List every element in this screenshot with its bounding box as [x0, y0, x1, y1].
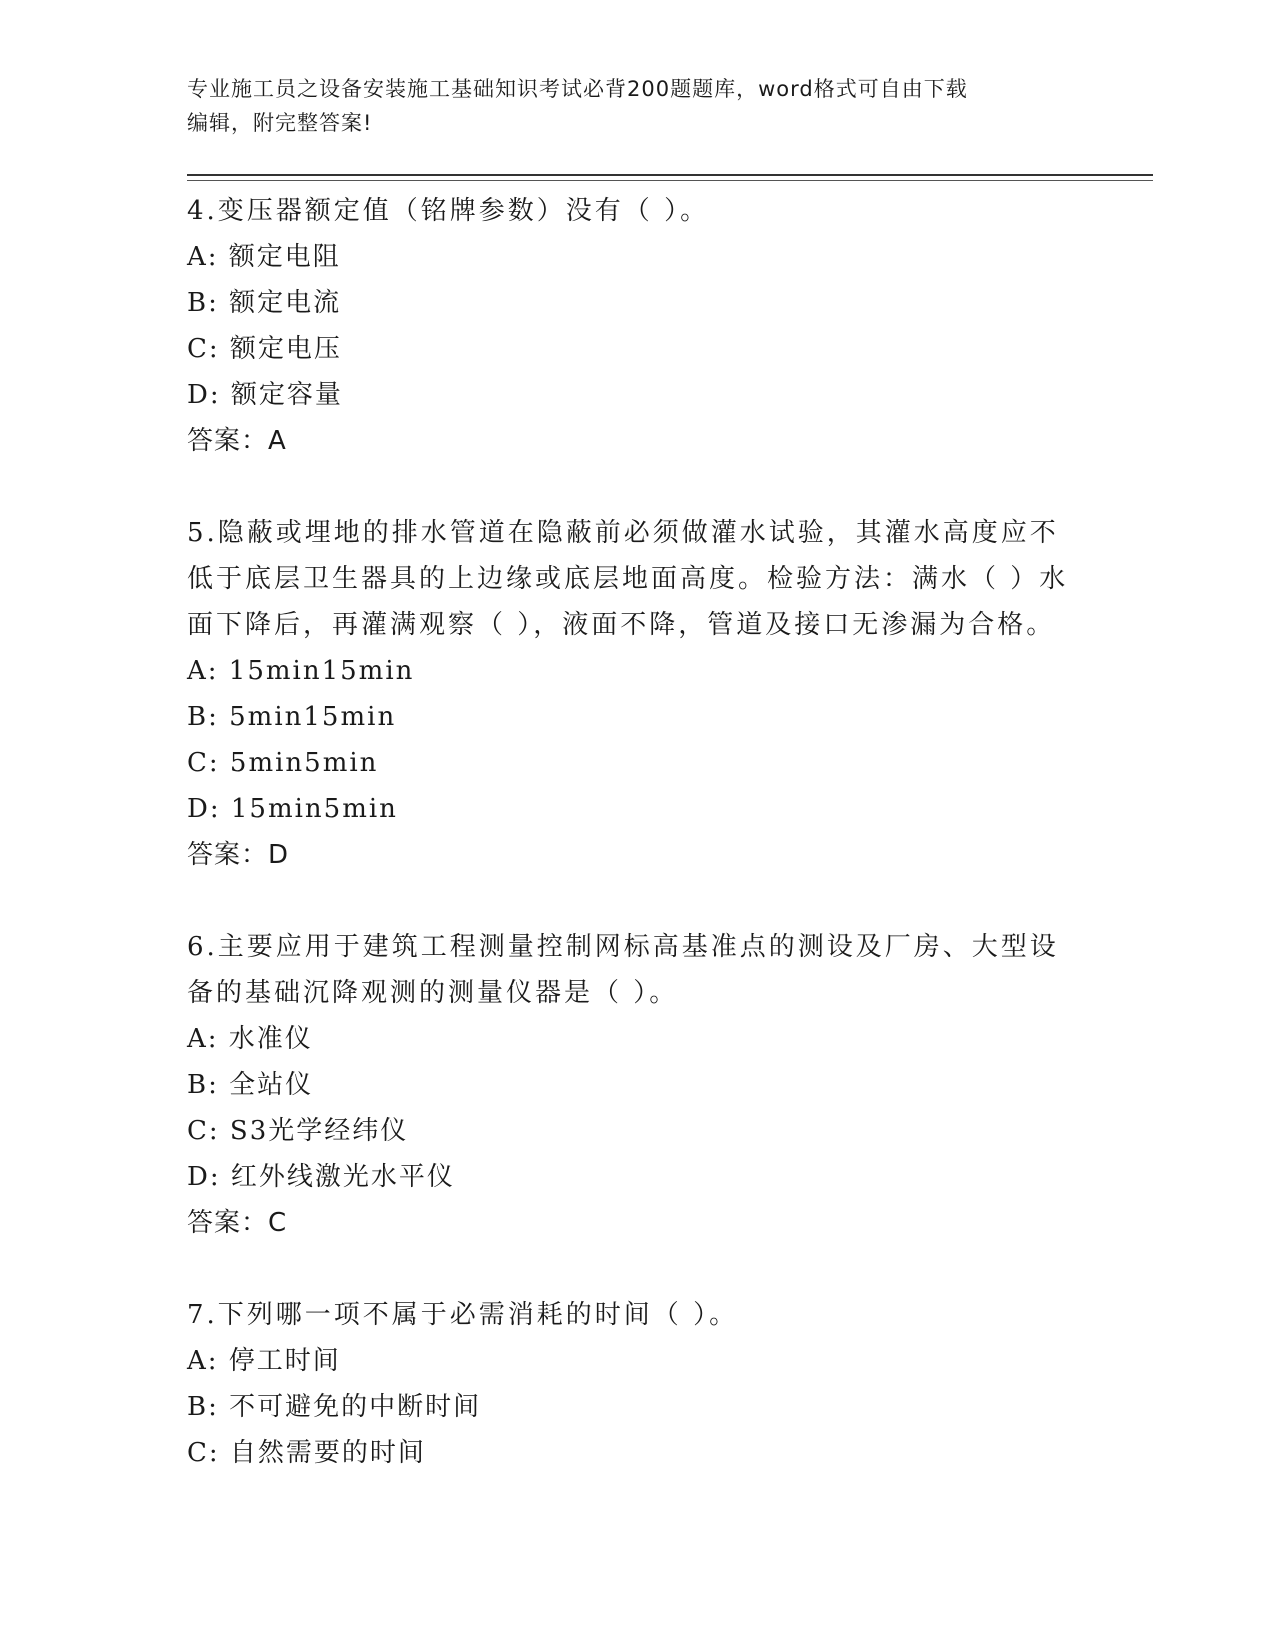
option-b: B: 不可避免的中断时间 [187, 1392, 482, 1422]
question-stem: 备的基础沉降观测的测量仪器是（ ）。 [187, 978, 679, 1008]
header-line-1: 专业施工员之设备安装施工基础知识考试必背200题题库，word格式可自由下载 [187, 77, 968, 101]
option-a: A: 停工时间 [187, 1346, 341, 1376]
option-c: C: 自然需要的时间 [187, 1438, 426, 1468]
option-d: D: 额定容量 [187, 380, 343, 410]
question-4 [187, 188, 1087, 464]
answer: 答案：D [187, 840, 290, 870]
option-a: A: 额定电阻 [187, 242, 341, 272]
option-d: D: 红外线激光水平仪 [187, 1162, 455, 1192]
document-header [187, 72, 1087, 140]
option-c: C: S3光学经纬仪 [187, 1116, 409, 1146]
header-line-2: 编辑，附完整答案! [187, 111, 373, 135]
answer: 答案：A [187, 426, 287, 456]
option-a: A: 15min15min [187, 656, 415, 686]
option-c: C: 5min5min [187, 748, 379, 778]
header-divider-thin [187, 180, 1153, 181]
question-stem: 低于底层卫生器具的上边缘或底层地面高度。检验方法：满水（ ）水 [187, 564, 1069, 594]
question-stem: 4.变压器额定值（铭牌参数）没有（ ）。 [187, 196, 710, 226]
question-stem: 5.隐蔽或埋地的排水管道在隐蔽前必须做灌水试验，其灌水高度应不 [187, 518, 1059, 548]
question-stem: 7.下列哪一项不属于必需消耗的时间（ ）。 [187, 1300, 739, 1330]
question-6 [187, 924, 1087, 1246]
option-a: A: 水准仪 [187, 1024, 313, 1054]
answer: 答案：C [187, 1208, 288, 1238]
option-b: B: 全站仪 [187, 1070, 314, 1100]
question-5 [187, 510, 1087, 878]
question-7 [187, 1292, 1087, 1476]
option-d: D: 15min5min [187, 794, 398, 824]
question-stem: 面下降后，再灌满观察（ ），液面不降，管道及接口无渗漏为合格。 [187, 610, 1056, 640]
question-stem: 6.主要应用于建筑工程测量控制网标高基准点的测设及厂房、大型设 [187, 932, 1059, 962]
header-divider-thick [187, 174, 1153, 176]
option-c: C: 额定电压 [187, 334, 342, 364]
option-b: B: 额定电流 [187, 288, 342, 318]
question-list [187, 188, 1087, 1522]
option-b: B: 5min15min [187, 702, 397, 732]
